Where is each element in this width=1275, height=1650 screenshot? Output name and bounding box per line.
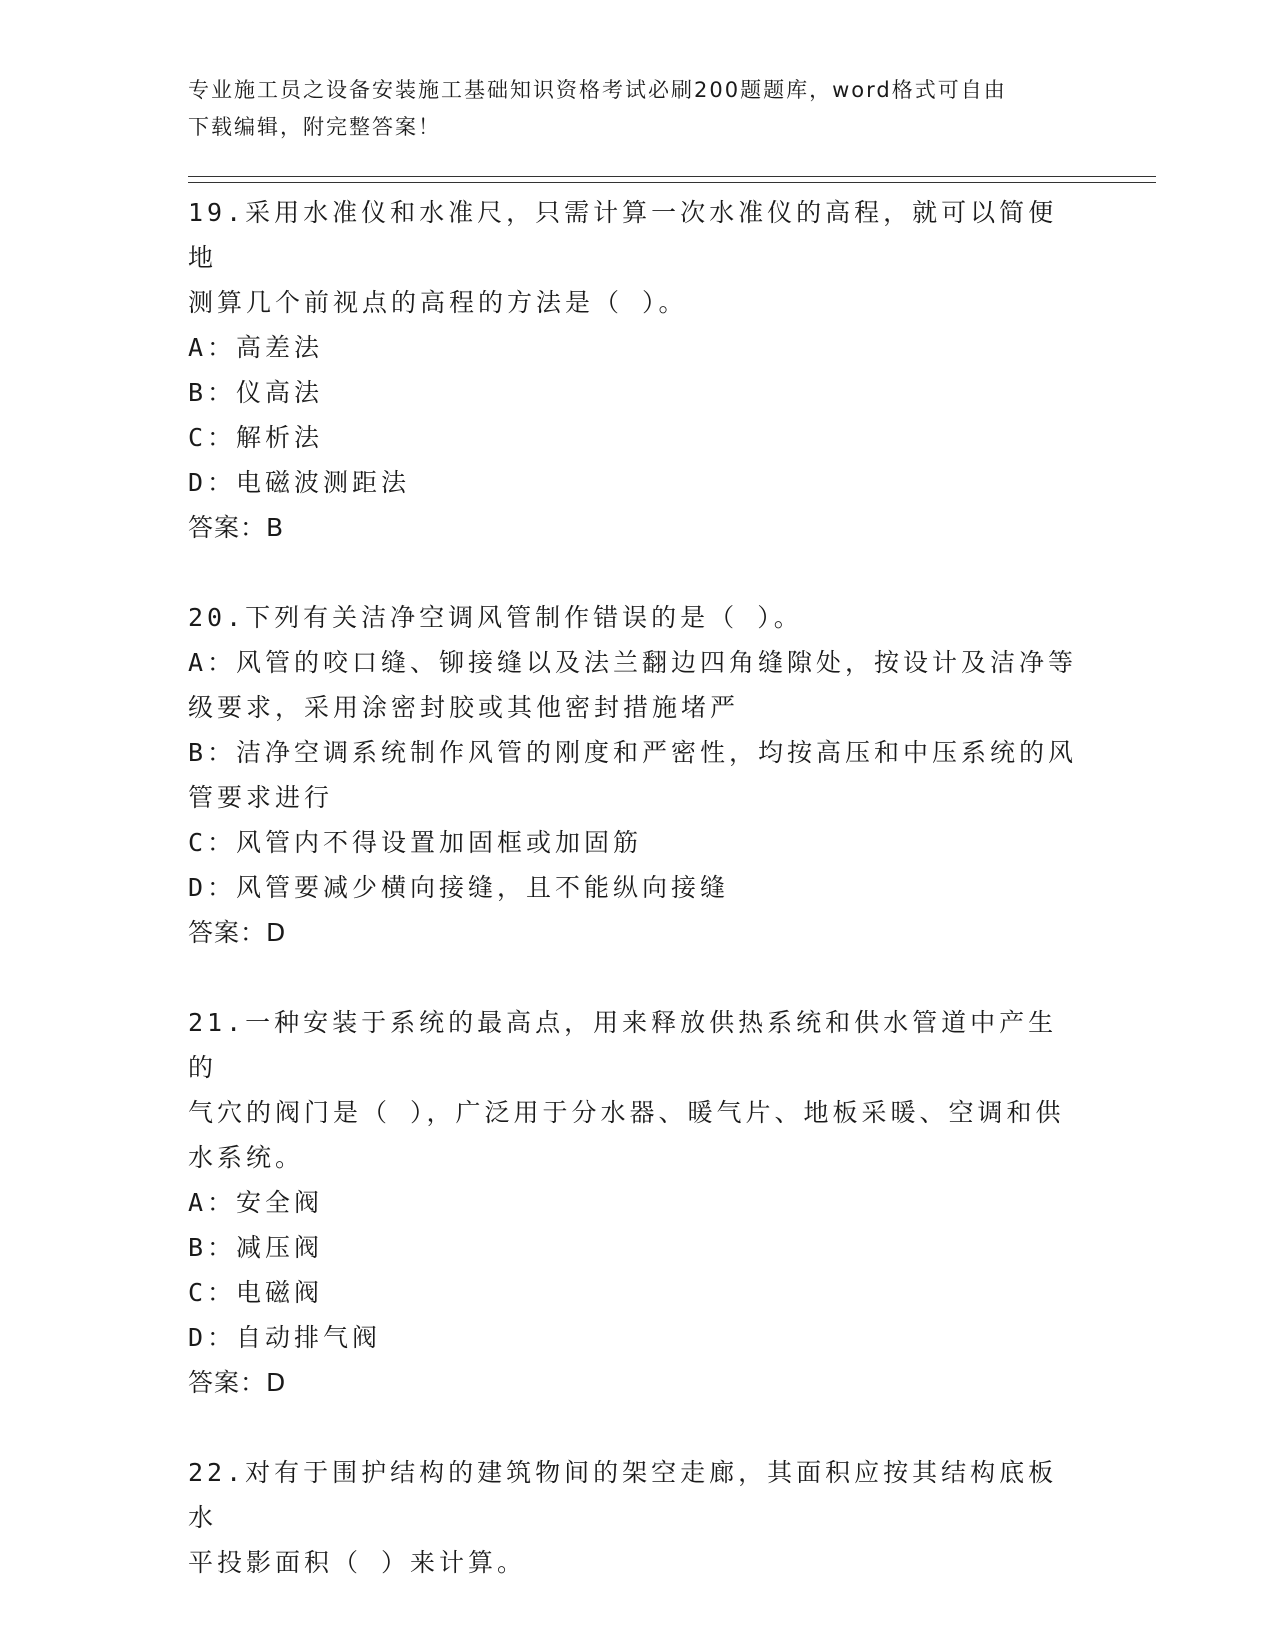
option-d: D：自动排气阀 bbox=[188, 1323, 382, 1352]
option-c: C：风管内不得设置加固框或加固筋 bbox=[188, 828, 643, 857]
question-text: 21.一种安装于系统的最高点，用来释放供热系统和供水管道中产生的 bbox=[188, 1008, 1058, 1082]
question-text: 测算几个前视点的高程的方法是（ ）。 bbox=[188, 288, 688, 317]
option-a-continued: 级要求，采用涂密封胶或其他密封措施堵严 bbox=[188, 693, 740, 722]
question-21 bbox=[188, 1000, 1078, 1405]
header-divider-top bbox=[188, 176, 1156, 177]
question-20 bbox=[188, 595, 1078, 955]
question-text: 22.对有于围护结构的建筑物间的架空走廊，其面积应按其结构底板水 bbox=[188, 1458, 1058, 1532]
question-list bbox=[188, 190, 1078, 1585]
question-text: 20.下列有关洁净空调风管制作错误的是（ ）。 bbox=[188, 603, 803, 632]
option-d: D：风管要减少横向接缝，且不能纵向接缝 bbox=[188, 873, 730, 902]
option-a: A：风管的咬口缝、铆接缝以及法兰翻边四角缝隙处，按设计及洁净等 bbox=[188, 648, 1078, 677]
question-text: 19.采用水准仪和水准尺，只需计算一次水准仪的高程，就可以简便地 bbox=[188, 198, 1058, 272]
question-19 bbox=[188, 190, 1078, 550]
document-header bbox=[188, 72, 1068, 146]
option-b: B：减压阀 bbox=[188, 1233, 324, 1262]
option-d: D：电磁波测距法 bbox=[188, 468, 411, 497]
header-line-1: 专业施工员之设备安装施工基础知识资格考试必刷200题题库，word格式可自由 bbox=[188, 78, 1007, 102]
option-b-continued: 管要求进行 bbox=[188, 783, 334, 812]
answer-line: 答案：D bbox=[188, 918, 287, 947]
option-b: B：洁净空调系统制作风管的刚度和严密性，均按高压和中压系统的风 bbox=[188, 738, 1078, 767]
option-c: C：电磁阀 bbox=[188, 1278, 324, 1307]
answer-line: 答案：D bbox=[188, 1368, 287, 1397]
option-a: A：高差法 bbox=[188, 333, 324, 362]
question-spacer bbox=[188, 955, 1078, 1000]
question-text: 气穴的阀门是（ ），广泛用于分水器、暖气片、地板采暖、空调和供 bbox=[188, 1098, 1065, 1127]
question-spacer bbox=[188, 550, 1078, 595]
question-text: 水系统。 bbox=[188, 1143, 305, 1172]
option-a: A：安全阀 bbox=[188, 1188, 324, 1217]
header-divider-bottom bbox=[188, 182, 1156, 183]
option-c: C：解析法 bbox=[188, 423, 324, 452]
answer-line: 答案：B bbox=[188, 513, 285, 542]
question-text: 平投影面积（ ）来计算。 bbox=[188, 1548, 527, 1577]
question-22 bbox=[188, 1450, 1078, 1585]
header-line-2: 下载编辑，附完整答案！ bbox=[188, 115, 441, 139]
option-b: B：仪高法 bbox=[188, 378, 324, 407]
question-spacer bbox=[188, 1405, 1078, 1450]
